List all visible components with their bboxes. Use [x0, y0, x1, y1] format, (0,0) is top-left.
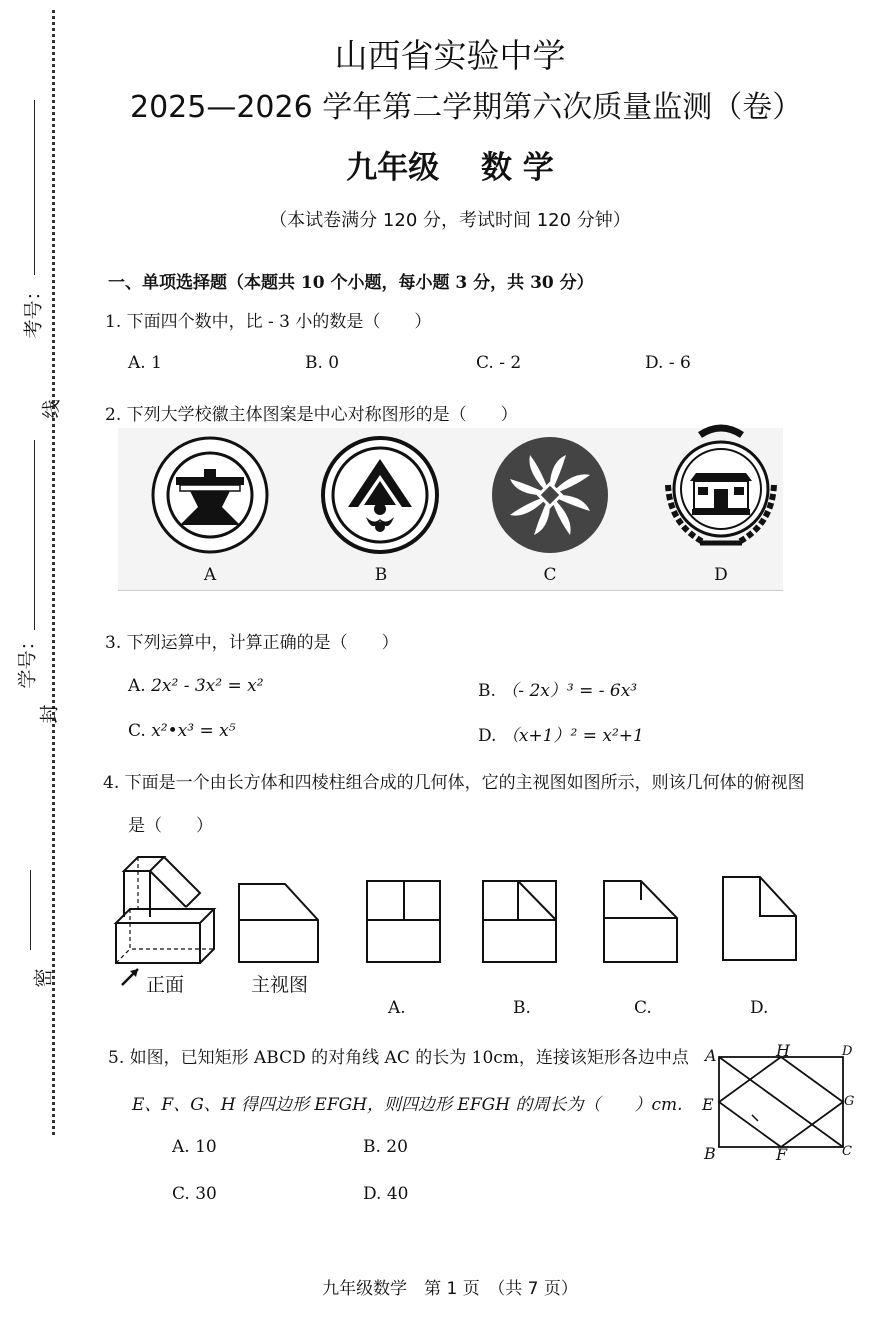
q1-option-b: B. 0 [305, 353, 340, 373]
exam-note: （本试卷满分 120 分，考试时间 120 分钟） [269, 210, 631, 231]
q5-stem-line2: E、F、G、H 得四边形 EFGH，则四边形 EFGH 的周长为（ ）cm. [132, 1095, 683, 1115]
q4-stem-line1: 4. 下面是一个由长方体和四棱柱组合成的几何体，它的主视图如图所示，则该几何体的俯视图 [103, 773, 805, 793]
kaohao-blank-line [34, 100, 35, 275]
name-blank-line [30, 870, 31, 950]
q2-stem: 2. 下列大学校徽主体图案是中心对称图形的是（ ） [105, 405, 518, 425]
q5-option-b: B. 20 [363, 1137, 408, 1157]
q4-option-b-figure [482, 880, 558, 964]
q2-label-c: C [543, 565, 557, 585]
q1-stem: 1. 下面四个数中，比 - 3 小的数是（ ） [105, 312, 432, 332]
page-footer: 九年级数学 第 1 页 （共 7 页） [322, 1279, 578, 1299]
q5-rectangle-figure [718, 1055, 846, 1151]
q3-stem: 3. 下列运算中，计算正确的是（ ） [105, 633, 399, 653]
emblem-a [150, 435, 270, 555]
q5-point-b: B [704, 1144, 716, 1163]
exam-title: 2025—2026 学年第二学期第六次质量监测（卷） [130, 90, 803, 125]
q4-main-view [238, 882, 320, 964]
q3-option-b: B. （- 2x）³ = - 6x³ [478, 681, 638, 701]
mi-label: 密 [32, 968, 55, 988]
xuehao-label: 学号： [16, 631, 39, 689]
q4-stem-line2: 是（ ） [128, 816, 213, 836]
xuehao-blank-line [34, 440, 35, 630]
section-title: 一、单项选择题（本题共 10 个小题，每小题 3 分，共 30 分） [108, 273, 594, 293]
kaohao-label: 考号： [22, 281, 45, 339]
subject-title: 九年级 数 学 [346, 150, 554, 186]
q4-view-label: 主视图 [251, 974, 309, 996]
q1-option-a: A. 1 [128, 353, 162, 373]
q5-point-e: E [702, 1095, 714, 1114]
q3-option-a: A. 2x² - 3x² = x² [128, 676, 264, 696]
school-title: 山西省实验中学 [334, 36, 566, 75]
q5-point-f: F [776, 1145, 788, 1164]
q5-point-c: C [842, 1144, 852, 1159]
q3-option-c: C. x²•x³ = x⁵ [128, 721, 236, 741]
q4-option-d: D. [750, 998, 769, 1018]
q2-label-b: B [374, 565, 388, 585]
q5-point-h: H [776, 1041, 790, 1060]
q5-option-a: A. 10 [172, 1137, 217, 1157]
q4-option-c-figure [603, 880, 679, 964]
feng-label: 封 [38, 704, 61, 724]
q5-option-d: D. 40 [363, 1184, 409, 1204]
q5-point-a: A [705, 1046, 717, 1065]
q5-option-c: C. 30 [172, 1184, 217, 1204]
emblem-c [490, 435, 610, 555]
xian-label: 线 [40, 399, 63, 419]
q2-label-a: A [203, 565, 217, 585]
q5-stem-line1: 5. 如图，已知矩形 ABCD 的对角线 AC 的长为 10cm，连接该矩形各边中点 [108, 1048, 689, 1068]
q5-point-g: G [844, 1094, 855, 1109]
q4-option-a-figure [366, 880, 442, 964]
q5-point-d: D [842, 1044, 853, 1059]
q4-option-b: B. [513, 998, 531, 1018]
q1-option-d: D. - 6 [645, 353, 691, 373]
q4-solid-figure [112, 855, 222, 975]
q4-front-label: 正面 [146, 974, 185, 996]
q4-option-c: C. [634, 998, 652, 1018]
emblem-d [660, 425, 782, 553]
q2-label-d: D [714, 565, 728, 585]
q4-option-a: A. [388, 998, 406, 1018]
q4-option-d-figure [722, 876, 798, 962]
q1-option-c: C. - 2 [476, 353, 522, 373]
emblem-b [320, 435, 440, 555]
q3-option-d: D. （x+1）² = x²+1 [478, 726, 644, 746]
